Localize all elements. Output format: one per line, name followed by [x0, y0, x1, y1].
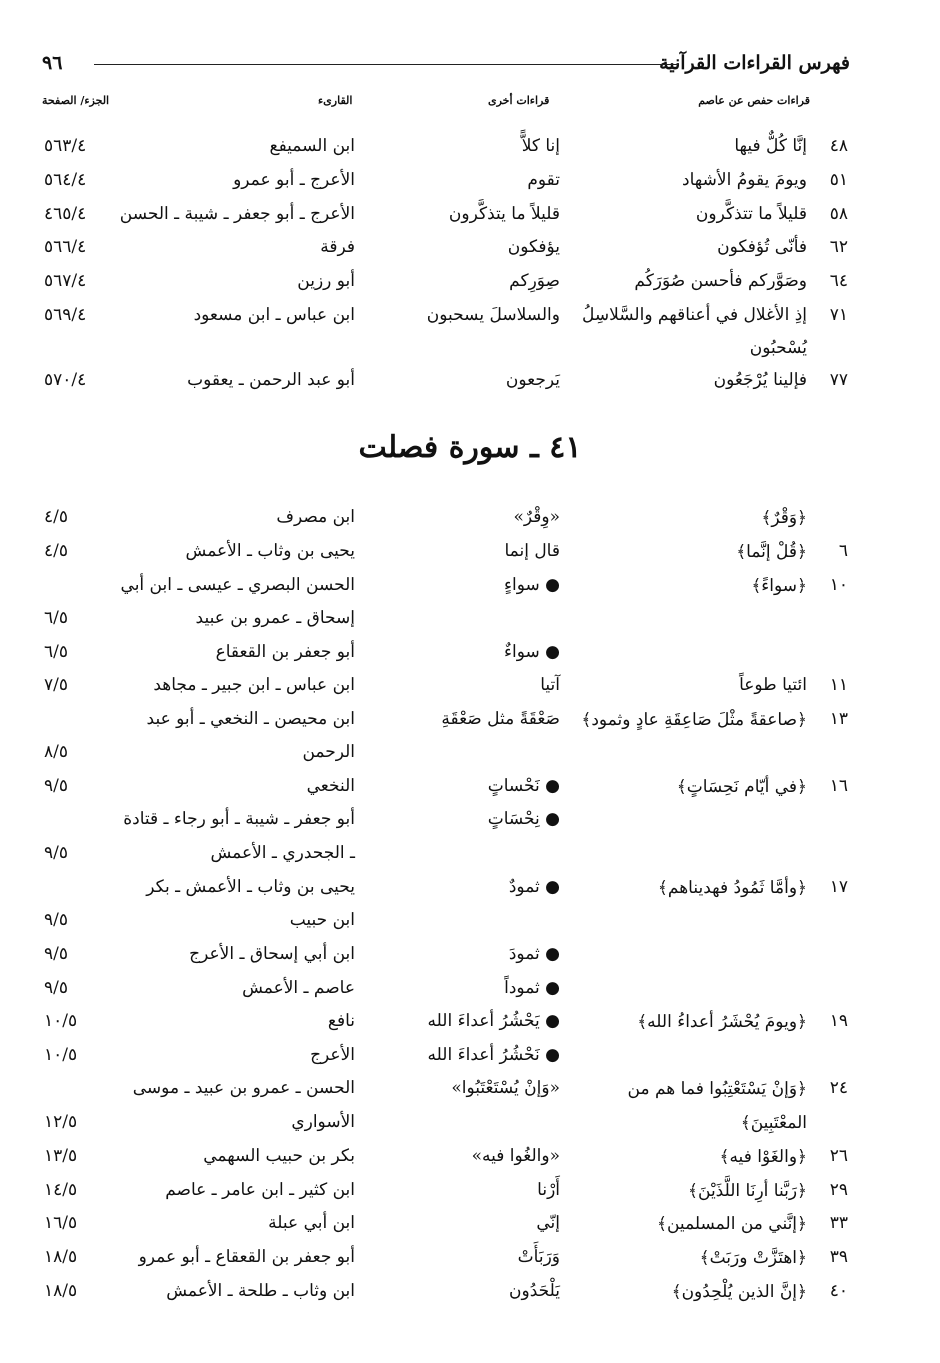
reader-name: ابن عباس ـ ابن مسعود: [193, 305, 355, 325]
hafs-reading: ﴿قُلْ إنَّما﴾: [736, 542, 807, 562]
part-page-ref: ٤٦٥/٤: [44, 204, 87, 224]
table-row: [0, 877, 940, 909]
table-row: [0, 978, 940, 1010]
hafs-reading: ﴿وأمَّا ثَمُودُ فهديناهم﴾: [657, 878, 807, 898]
table-row: [0, 136, 940, 168]
other-reading: إنا كلاًّ: [521, 136, 560, 156]
part-page-ref: ٥٦٦/٤: [44, 237, 87, 257]
other-reading: صِوَرِكم: [509, 271, 560, 291]
table-row: [0, 642, 940, 674]
reader-name: ابن السميفع: [269, 136, 355, 156]
other-reading: ● سواءٍ: [504, 575, 560, 595]
reader-name: ابن وثاب ـ طلحة ـ الأعمش: [166, 1281, 355, 1301]
part-page-ref: ٨/٥: [44, 742, 68, 762]
other-reading: «وِقْرٌ»: [513, 507, 560, 527]
hafs-reading: ﴿صاعقةً مثْلَ صَاعِقَةِ عادٍ وثمود﴾: [581, 710, 807, 730]
other-reading: «وَإنْ يُسْتَعْتَبُوا»: [451, 1078, 560, 1098]
reader-name: الرحمن: [302, 742, 355, 762]
verse-number: ٢٩: [829, 1180, 848, 1200]
hafs-reading: المعْتَبِينَ﴾: [740, 1113, 807, 1133]
table-row: [0, 1112, 940, 1144]
column-header-part-page: الجزء/ الصفحة: [42, 94, 110, 107]
table-row: [0, 1146, 940, 1178]
table-row: [0, 507, 940, 539]
table-row: [0, 608, 940, 640]
part-page-ref: ٥٦٤/٤: [44, 170, 87, 190]
column-header-reader: القارىء: [318, 94, 353, 107]
book-title: فهرس القراءات القرآنية: [659, 52, 850, 74]
reader-name: ابن محيصن ـ النخعي ـ أبو عبد: [146, 709, 355, 729]
hafs-reading: ﴿إنَّ الذين يُلْحِدُون﴾: [671, 1282, 807, 1302]
reader-name: يحيى بن وثاب ـ الأعمش ـ بكر: [146, 877, 355, 897]
other-reading: قال إنما: [504, 541, 560, 561]
reader-name: الحسن البصري ـ عيسى ـ ابن أبي: [120, 575, 355, 595]
hafs-reading: يُسْحبُون: [749, 338, 807, 358]
verse-number: ١١: [829, 675, 848, 695]
reader-name: أبو عبد الرحمن ـ يعقوب: [187, 370, 355, 390]
part-page-ref: ٥٦٣/٤: [44, 136, 87, 156]
hafs-reading: ويومَ يقومُ الأشهاد: [682, 170, 807, 190]
hafs-reading: ائتيا طوعاً: [739, 675, 807, 695]
reader-name: ابن كثير ـ ابن عامر ـ عاصم: [165, 1180, 355, 1200]
reader-name: ـ الجحدري ـ الأعمش: [210, 843, 355, 863]
part-page-ref: ٩/٥: [44, 910, 68, 930]
other-reading: ● سواءٌ: [504, 642, 560, 662]
other-reading: ● ثمودَ: [508, 944, 560, 964]
table-row: [0, 1247, 940, 1279]
reader-name: النخعي: [306, 776, 355, 796]
verse-number: ٦: [838, 541, 848, 561]
other-reading: ● نَحْساتٍ: [487, 776, 560, 796]
verse-number: ١٣: [829, 709, 848, 729]
column-header-other-readings: قراءات أخرى: [488, 94, 550, 107]
reader-name: بكر بن حبيب السهمي: [203, 1146, 355, 1166]
other-reading: آتيا: [540, 675, 560, 695]
reader-name: الأعرج: [310, 1045, 355, 1065]
reader-name: الحسن ـ عمرو بن عبيد ـ موسى: [132, 1078, 355, 1098]
other-reading: ● ثموداً: [504, 978, 560, 998]
hafs-reading: قليلاً ما تتذكَّرون: [695, 204, 807, 224]
reader-name: يحيى بن وثاب ـ الأعمش: [185, 541, 355, 561]
hafs-reading: إنَّا كُلٌّ فيها: [734, 136, 807, 156]
reader-name: الأسواري: [291, 1112, 355, 1132]
hafs-reading: ﴿والغَوْا فيه﴾: [719, 1147, 807, 1167]
other-reading: ● نَحْشُرُ أعداءَ الله: [427, 1045, 560, 1065]
part-page-ref: ٥٧٠/٤: [44, 370, 87, 390]
header-rule: [94, 64, 678, 65]
other-reading: تقوم: [527, 170, 560, 190]
part-page-ref: ١٠/٥: [44, 1045, 78, 1065]
hafs-reading: ﴿وَقْرٌ﴾: [761, 508, 807, 528]
other-reading: ● يَحْشُرُ أعداءَ الله: [427, 1011, 560, 1031]
table-row: [0, 541, 940, 573]
hafs-reading: ﴿سواءً﴾: [751, 576, 807, 596]
table-row: [0, 944, 940, 976]
verse-number: ٧٧: [829, 370, 848, 390]
reader-name: أبو جعفر ـ شيبة ـ أبو رجاء ـ قتادة: [123, 809, 355, 829]
hafs-reading: إذِ الأغلال في أعناقهم والسَّلاسِلُ: [581, 305, 807, 325]
other-reading: أَرْنا: [537, 1180, 560, 1200]
reader-name: ابن أبي عبلة: [268, 1213, 355, 1233]
reader-name: ابن عباس ـ ابن جبير ـ مجاهد: [153, 675, 355, 695]
part-page-ref: ٥٦٩/٤: [44, 305, 87, 325]
column-headers: [0, 94, 940, 114]
table-row: [0, 1011, 940, 1043]
verse-number: ١٦: [829, 776, 848, 796]
reader-name: فرقة: [320, 237, 355, 257]
surah-heading: ٤١ ـ سورة فصلت: [358, 430, 582, 465]
part-page-ref: ١٣/٥: [44, 1146, 78, 1166]
table-row: [0, 1213, 940, 1245]
reader-name: إسحاق ـ عمرو بن عبيد: [195, 608, 355, 628]
table-row: [0, 809, 940, 841]
other-reading: قليلاً ما يتذكَّرون: [448, 204, 560, 224]
reader-name: عاصم ـ الأعمش: [242, 978, 355, 998]
hafs-reading: فإلينا يُرْجَعُون: [713, 370, 807, 390]
reader-name: ابن حبيب: [289, 910, 355, 930]
other-reading: والسلاسلَ يسحبون: [426, 305, 560, 325]
reader-name: الأعرج ـ أبو عمرو: [233, 170, 355, 190]
page-number: ٩٦: [42, 52, 63, 74]
table-row: [0, 575, 940, 607]
other-reading: ● ثمودٌ: [508, 877, 560, 897]
reader-name: الأعرج ـ أبو جعفر ـ شيبة ـ الحسن: [119, 204, 355, 224]
other-reading: يَرجعون: [505, 370, 560, 390]
verse-number: ٦٢: [829, 237, 848, 257]
verse-number: ٣٣: [829, 1213, 848, 1233]
verse-number: ١٧: [829, 877, 848, 897]
table-row: [0, 776, 940, 808]
verse-number: ٢٦: [829, 1146, 848, 1166]
verse-number: ٥٨: [829, 204, 848, 224]
reader-name: أبو جعفر بن القعقاع: [215, 642, 355, 662]
table-row: [0, 271, 940, 303]
hafs-reading: ﴿وَإنْ يَسْتَعْتِبُوا فما هم من: [627, 1079, 807, 1099]
hafs-reading: وصَوَّركم فأحسن صُوَرَكُم: [634, 271, 807, 291]
other-reading: «والغُوا فيه»: [471, 1146, 560, 1166]
other-reading: يؤفكون: [507, 237, 560, 257]
table-row: [0, 204, 940, 236]
table-row: [0, 1180, 940, 1212]
part-page-ref: ٩/٥: [44, 776, 68, 796]
other-reading: يَلْحَدُون: [509, 1281, 560, 1301]
other-reading: وَرَبَأَتْ: [517, 1247, 560, 1267]
reader-name: ابن أبي إسحاق ـ الأعرج: [189, 944, 355, 964]
verse-number: ٦٤: [829, 271, 848, 291]
hafs-reading: ﴿في أيّام نَحِسَاتٍ﴾: [676, 777, 807, 797]
part-page-ref: ١٨/٥: [44, 1281, 78, 1301]
hafs-reading: ﴿ويومَ يُحْشَرُ أعداءُ الله﴾: [637, 1012, 807, 1032]
reader-name: أبو رزين: [297, 271, 355, 291]
column-header-hafs: قراءات حفص عن عاصم: [698, 94, 810, 107]
part-page-ref: ١٦/٥: [44, 1213, 78, 1233]
part-page-ref: ١٢/٥: [44, 1112, 78, 1132]
running-header: [42, 52, 850, 76]
part-page-ref: ٥٦٧/٤: [44, 271, 87, 291]
hafs-reading: فأنّى تُؤفكون: [717, 237, 807, 257]
table-row: [0, 170, 940, 202]
hafs-reading: ﴿رَبَّنا أرِنَا اللَّذَيْنَ﴾: [688, 1181, 807, 1201]
part-page-ref: ١٠/٥: [44, 1011, 78, 1031]
table-row: [0, 305, 940, 337]
table-row: [0, 338, 940, 370]
other-reading: ● نِحْسَاتٍ: [487, 809, 560, 829]
hafs-reading: ﴿اهتَزَّتْ ورَبَتْ﴾: [699, 1248, 807, 1268]
verse-number: ٤٨: [829, 136, 848, 156]
part-page-ref: ٦/٥: [44, 608, 68, 628]
other-reading: صَعْقَةً مثل صَعْقَةِ: [441, 709, 560, 729]
table-row: [0, 675, 940, 707]
table-row: [0, 237, 940, 269]
table-row: [0, 1045, 940, 1077]
part-page-ref: ٩/٥: [44, 843, 68, 863]
table-row: [0, 1281, 940, 1313]
part-page-ref: ٧/٥: [44, 675, 68, 695]
hafs-reading: ﴿إنَّني من المسلمين﴾: [657, 1214, 807, 1234]
verse-number: ٣٩: [829, 1247, 848, 1267]
verse-number: ١٩: [829, 1011, 848, 1031]
verse-number: ٧١: [829, 305, 848, 325]
table-row: [0, 910, 940, 942]
part-page-ref: ٩/٥: [44, 978, 68, 998]
part-page-ref: ٦/٥: [44, 642, 68, 662]
verse-number: ٥١: [829, 170, 848, 190]
part-page-ref: ١٨/٥: [44, 1247, 78, 1267]
table-row: [0, 1078, 940, 1110]
verse-number: ٢٤: [829, 1078, 848, 1098]
part-page-ref: ٩/٥: [44, 944, 68, 964]
part-page-ref: ١٤/٥: [44, 1180, 78, 1200]
table-row: [0, 370, 940, 402]
reader-name: نافع: [327, 1011, 355, 1031]
table-row: [0, 709, 940, 741]
part-page-ref: ٤/٥: [44, 507, 68, 527]
other-reading: إنّي: [536, 1213, 560, 1233]
reader-name: أبو جعفر بن القعقاع ـ أبو عمرو: [138, 1247, 355, 1267]
verse-number: ٤٠: [829, 1281, 848, 1301]
table-row: [0, 843, 940, 875]
verse-number: ١٠: [829, 575, 848, 595]
table-row: [0, 742, 940, 774]
reader-name: ابن مصرف: [276, 507, 355, 527]
part-page-ref: ٤/٥: [44, 541, 68, 561]
